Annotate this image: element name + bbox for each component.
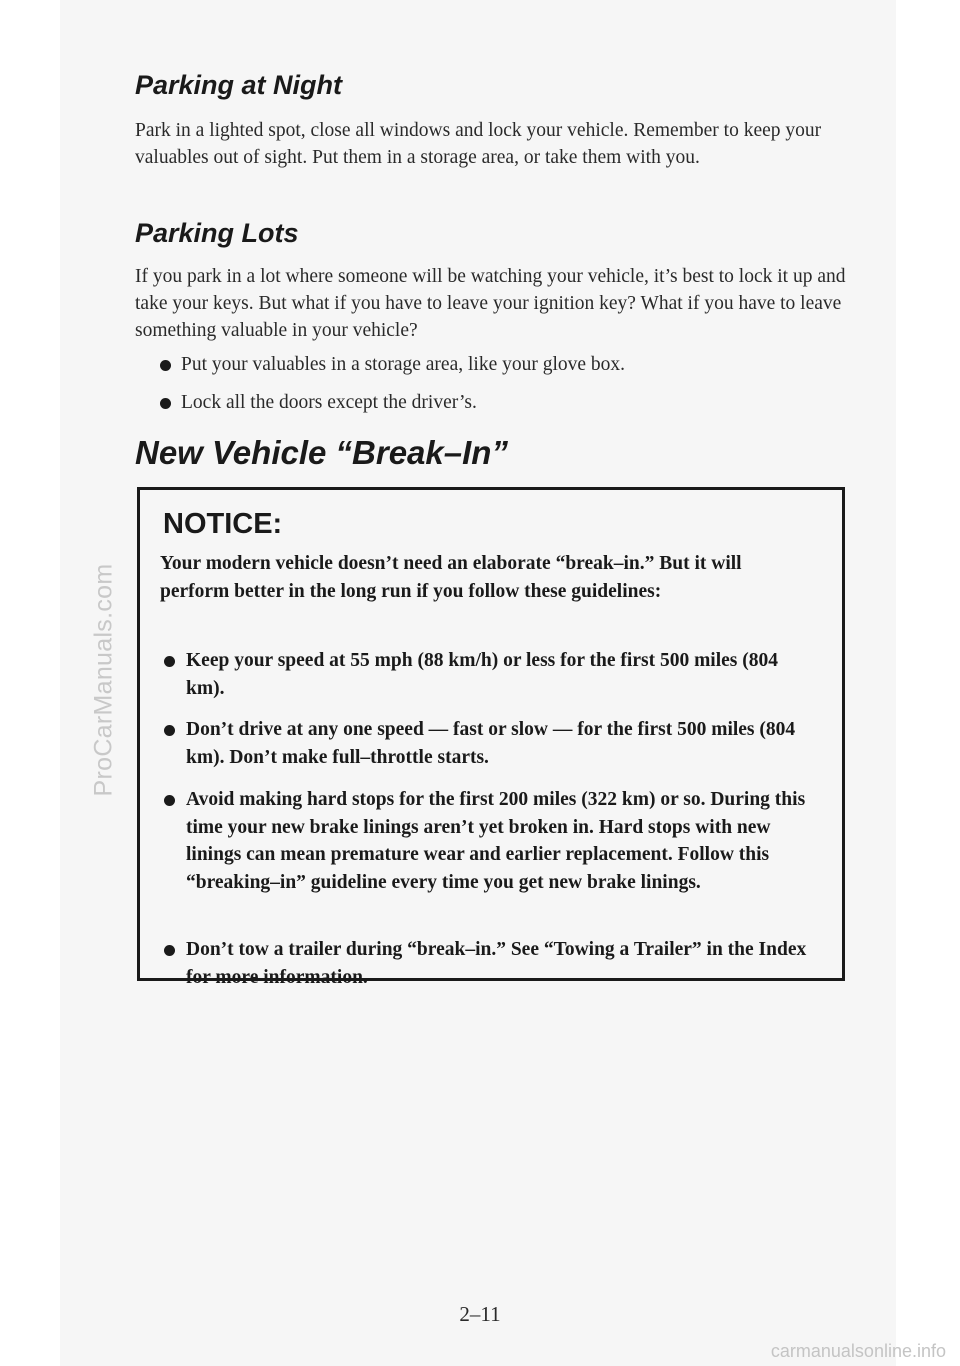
parking-lots-body: If you park in a lot where someone will be watching your vehicle, it’s best to lock it up and take your keys. But what if you have to leave your ignition key? What if you have to leave something valuable in your vehicle? (135, 266, 846, 341)
heading-parking-lots: Parking Lots (135, 218, 299, 248)
parking-at-night-body: Park in a lighted spot, close all windows and lock your vehicle. Remember to keep your valuables out of sight. Put them in a storage area, or take them with you. (135, 120, 822, 168)
notice-title: NOTICE: (163, 508, 283, 540)
notice-bullet: Don’t tow a trailer during “break–in.” See “Towing a Trailer” in the Index for more information. (186, 939, 807, 988)
parking-lots-bullet: Lock all the doors except the driver’s. (181, 392, 477, 413)
notice-intro: Your modern vehicle doesn’t need an elaborate “break–in.” But it will perform better in the long run if you follow these guidelines: (160, 553, 742, 602)
side-watermark: ProCarManuals.com (89, 563, 118, 797)
bullet-dot-icon (164, 656, 175, 667)
notice-bullet: Avoid making hard stops for the first 200 miles (322 km) or so. During this time your new brake linings aren’t yet broken in. Hard stops with new linings can mean premature wear and earlier replacement. Follow this “breaking–in” guideline every time you get new brake linings. (186, 789, 806, 893)
page-number: 2–11 (459, 1302, 501, 1326)
notice-bullet: Keep your speed at 55 mph (88 km/h) or less for the first 500 miles (804 km). (186, 650, 779, 699)
bullet-dot-icon (160, 360, 171, 371)
heading-new-vehicle-break-in: New Vehicle “Break–In” (135, 434, 508, 471)
bullet-dot-icon (160, 398, 171, 409)
bullet-dot-icon (164, 945, 175, 956)
notice-bullet: Don’t drive at any one speed — fast or slow — for the first 500 miles (804 km). Don’t make full–throttle starts. (186, 719, 796, 768)
bullet-dot-icon (164, 795, 175, 806)
parking-lots-bullet: Put your valuables in a storage area, like your glove box. (181, 354, 626, 375)
bottom-watermark: carmanualsonline.info (770, 1341, 946, 1361)
bullet-dot-icon (164, 725, 175, 736)
heading-parking-at-night: Parking at Night (135, 70, 343, 100)
